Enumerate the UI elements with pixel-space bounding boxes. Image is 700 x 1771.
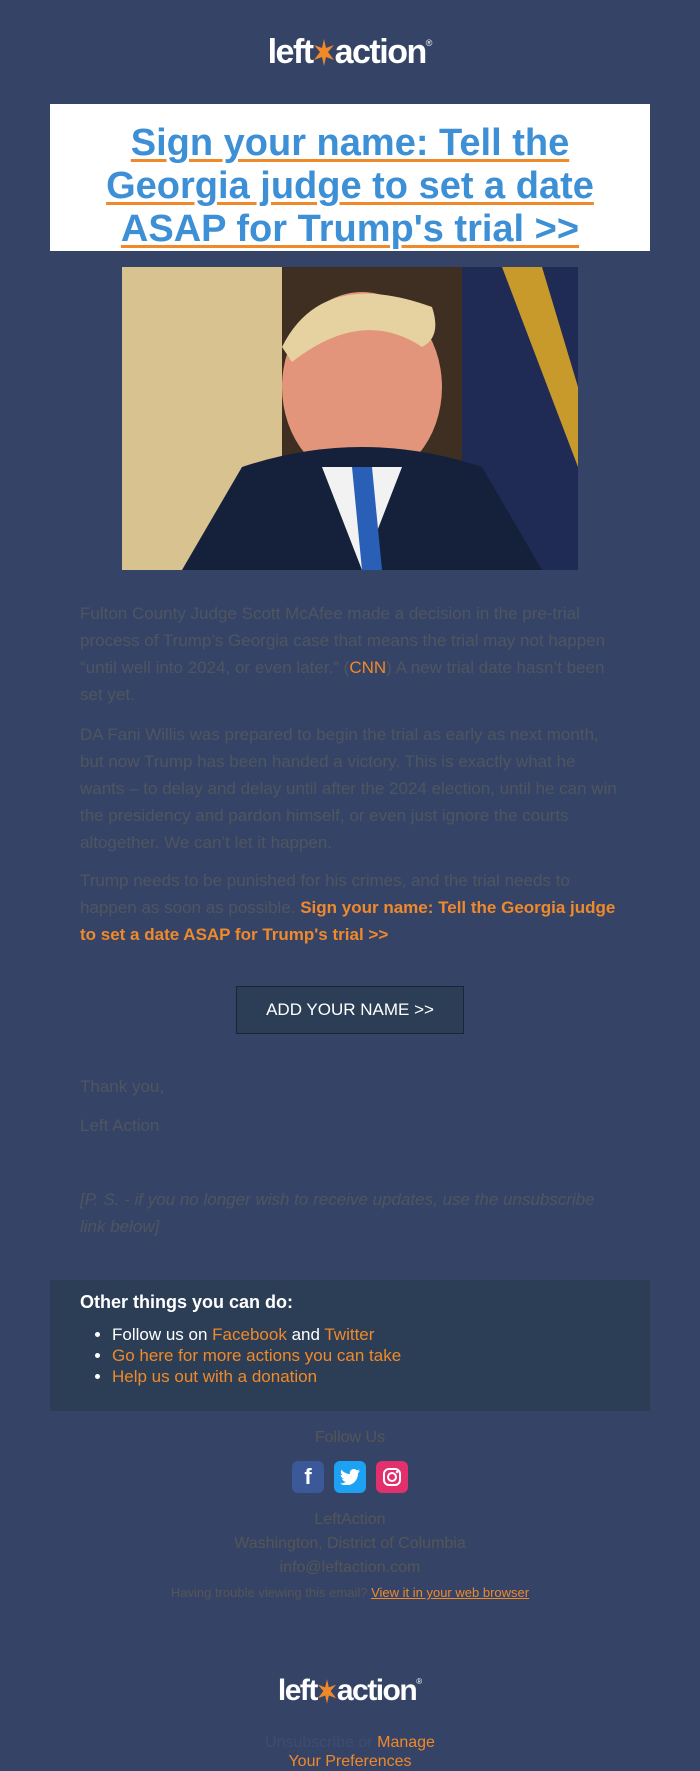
bottom-logo-burst-icon <box>317 1677 337 1705</box>
list-item-follow <box>112 1324 401 1345</box>
list-item-donation <box>112 1366 401 1387</box>
unsubscribe-link[interactable]: Unsubscribe <box>265 1734 354 1751</box>
signature-text: Left Action <box>80 1116 160 1135</box>
top-logo[interactable] <box>0 0 700 104</box>
paragraph-3 <box>80 867 620 948</box>
social-icons <box>292 1461 408 1493</box>
more-actions-link[interactable]: Go here for more actions you can take <box>112 1346 402 1365</box>
add-your-name-button[interactable]: ADD YOUR NAME >> <box>236 986 464 1034</box>
other-actions-panel <box>50 1280 650 1411</box>
facebook-icon[interactable]: f <box>292 1461 324 1493</box>
paragraph-1-start: Fulton County Judge Scott McAfee made a decision in the pre-trial process of Trump’s Georgia case that means the trial may not happen “until well into 2024, or even later.” ( <box>80 604 606 677</box>
other-actions-list <box>112 1324 401 1387</box>
follow-prefix: Follow us on <box>112 1325 213 1344</box>
logo-right-text: action <box>334 33 426 71</box>
bottom-logo-left-text: left <box>277 1674 317 1707</box>
follow-us-label: Follow Us <box>314 1429 386 1446</box>
twitter-icon[interactable] <box>334 1461 366 1493</box>
twitter-link[interactable]: Twitter <box>324 1325 375 1344</box>
unsubscribe-area <box>0 1733 700 1771</box>
registered-mark: ® <box>425 38 433 48</box>
cnn-link[interactable]: CNN <box>349 658 387 677</box>
sign-petition-link[interactable]: Sign your name: Tell the Georgia judge to set a date ASAP for Trump's trial >> <box>80 898 616 944</box>
thanks-text: Thank you, <box>80 1077 165 1096</box>
web-browser-link[interactable]: View it in your web browser <box>371 1585 530 1600</box>
logo-left-text: left <box>267 33 313 71</box>
trouble-viewing <box>50 1585 650 1600</box>
paragraph-2: DA Fani Willis was prepared to begin the trial as early as next month, but now Trump has been handed a victory. This is exactly what he wants – to delay and delay until after the 2024 election, until he can win the presidency and pardon himself, or even just ignore the courts altogether. We can’t let it happen. <box>80 725 617 852</box>
ps-text: [P. S. - if you no longer wish to receive updates, use the unsubscribe link below] <box>80 1190 595 1236</box>
trouble-text: Having trouble viewing this email? <box>170 1585 372 1600</box>
org-email: info@leftaction.com <box>279 1559 421 1576</box>
logo-burst-icon <box>313 37 335 67</box>
org-location: Washington, District of Columbia <box>234 1535 466 1552</box>
facebook-link[interactable]: Facebook <box>212 1325 287 1344</box>
portrait-photo <box>122 267 578 570</box>
paragraph-1 <box>80 600 620 708</box>
donation-link[interactable]: Help us out with a donation <box>112 1367 318 1386</box>
list-item-actions <box>112 1345 401 1366</box>
email-card <box>50 104 650 1600</box>
or-text: or <box>353 1734 378 1751</box>
org-info <box>50 1508 650 1580</box>
and-text: and <box>286 1325 325 1344</box>
preferences-link[interactable]: Your Preferences <box>288 1753 412 1770</box>
instagram-icon[interactable] <box>376 1461 408 1493</box>
headline-link[interactable]: Sign your name: Tell the Georgia judge to set a date ASAP for Trump's trial >> <box>106 122 594 250</box>
other-actions-title: Other things you can do: <box>80 1292 294 1312</box>
manage-link[interactable]: Manage <box>377 1734 435 1751</box>
bottom-logo-right-text: action <box>336 1674 417 1707</box>
paragraph-3-start: Trump needs to be punished for his crimes, and the trial needs to happen as soon as possible. <box>80 871 570 917</box>
org-name: LeftAction <box>314 1511 386 1528</box>
paragraph-1-end: ) A new trial date hasn’t been set yet. <box>80 658 605 704</box>
bottom-registered-mark: ® <box>416 1677 423 1686</box>
bottom-logo[interactable] <box>0 1671 700 1711</box>
